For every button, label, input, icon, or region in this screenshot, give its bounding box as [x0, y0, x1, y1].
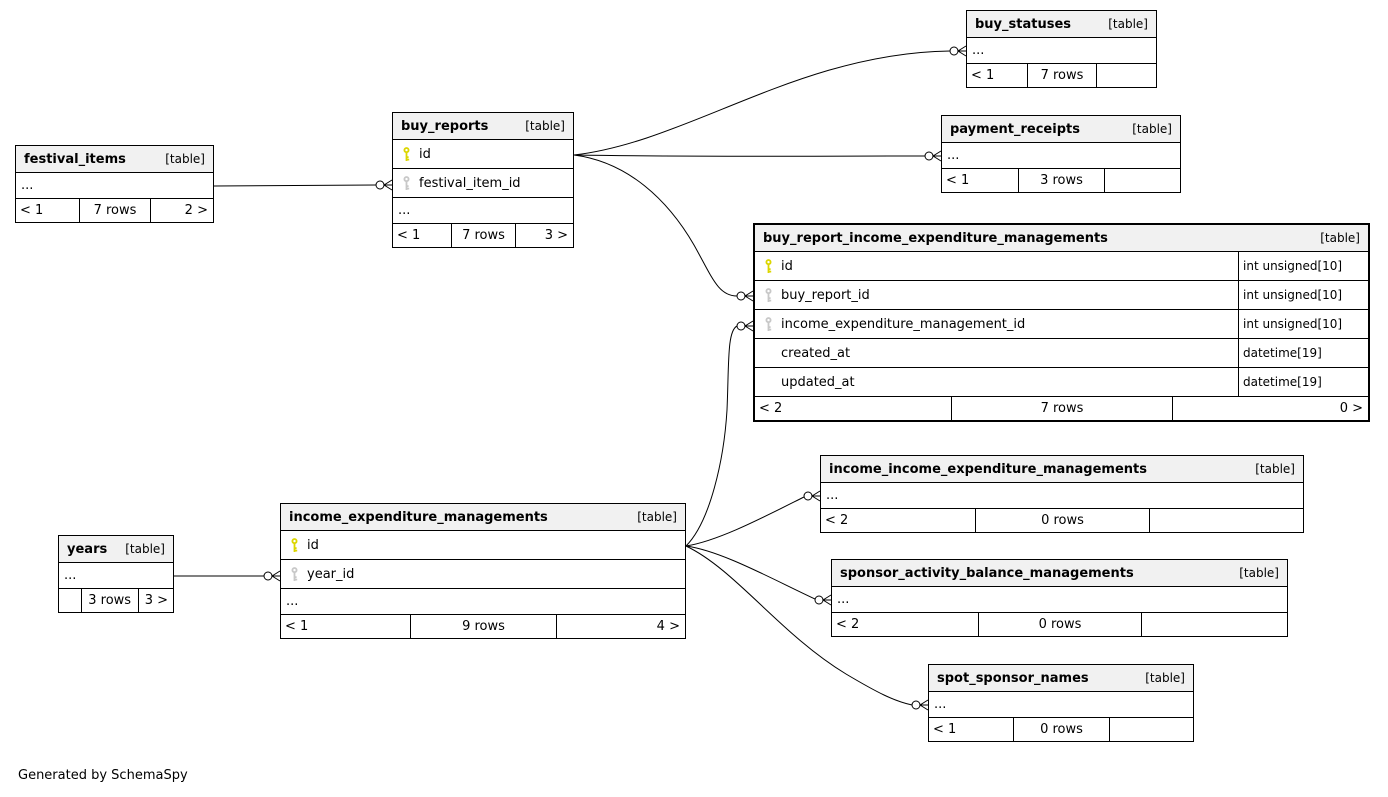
table-spot_sponsor_names: [928, 664, 1194, 742]
zero-or-many-circle: [925, 152, 933, 160]
column-row-festival_item_id: [393, 169, 573, 198]
hidden-columns-ellipsis: ...: [16, 173, 213, 199]
related-parents: < 1: [20, 203, 44, 218]
row-count: 0 rows: [1013, 718, 1108, 741]
relationship-festival_items-to-buy_reports.festival_item_id: [214, 180, 392, 190]
column-name: income_expenditure_management_id: [781, 316, 1026, 332]
related-parents: < 1: [971, 68, 995, 83]
table-buy_reports: [392, 112, 574, 248]
table-footer: [16, 199, 213, 222]
column-row-id: [755, 252, 1368, 281]
row-count: 7 rows: [79, 199, 150, 222]
crows-foot-marker: [745, 321, 753, 331]
table-type-tag: [table]: [525, 119, 565, 133]
relationship-income_expenditure_managements.id-to-buy_report_income_expenditure_managements.income_expenditure_management_id: [686, 321, 753, 546]
column-name: id: [307, 537, 319, 553]
related-children: 3 >: [138, 589, 173, 612]
zero-or-many-circle: [376, 181, 384, 189]
table-header: [832, 560, 1287, 587]
table-name[interactable]: buy_reports: [401, 118, 489, 134]
table-name[interactable]: income_expenditure_managements: [289, 509, 548, 525]
table-sponsor_activity_balance_managements: [831, 559, 1288, 637]
table-type-tag: [table]: [125, 542, 165, 556]
table-footer: [821, 509, 1303, 532]
table-name[interactable]: buy_statuses: [975, 16, 1072, 32]
table-buy_statuses: [966, 10, 1157, 88]
relationship-line: [686, 326, 737, 546]
related-children: [1109, 718, 1193, 741]
table-type-tag: [table]: [1108, 17, 1148, 31]
row-count: 0 rows: [975, 509, 1149, 532]
row-count: 7 rows: [451, 224, 516, 247]
column-row-created_at: [755, 339, 1368, 368]
related-children: 0 >: [1172, 397, 1368, 420]
table-name[interactable]: income_income_expenditure_managements: [829, 461, 1147, 477]
table-type-tag: [table]: [1132, 122, 1172, 136]
relationship-income_expenditure_managements.id-to-income_income_expenditure_managements: [686, 491, 820, 546]
column-name: buy_report_id: [781, 287, 870, 303]
hidden-columns-ellipsis: ...: [821, 483, 1303, 509]
table-name[interactable]: festival_items: [24, 151, 126, 167]
foreign-key-icon: [755, 281, 781, 309]
zero-or-many-circle: [737, 322, 745, 330]
crows-foot-marker: [384, 180, 392, 190]
related-children: 3 >: [515, 224, 573, 247]
related-children: 4 >: [556, 615, 685, 638]
table-footer: [967, 64, 1156, 87]
related-parents: < 2: [759, 401, 783, 416]
related-children: [1096, 64, 1156, 87]
crows-foot-marker: [933, 151, 941, 161]
row-count: 9 rows: [410, 615, 555, 638]
primary-key-icon: [393, 140, 419, 168]
zero-or-many-circle: [815, 596, 823, 604]
related-children: 2 >: [150, 199, 213, 222]
table-footer: [393, 224, 573, 247]
zero-or-many-circle: [950, 47, 958, 55]
table-footer: [59, 589, 173, 612]
table-header: [281, 504, 685, 531]
column-type: datetime[19]: [1238, 368, 1368, 396]
table-income_expenditure_managements: [280, 503, 686, 639]
hidden-columns-ellipsis: ...: [832, 587, 1287, 613]
related-children: [1149, 509, 1303, 532]
crows-foot-marker: [958, 46, 966, 56]
relationship-line: [574, 155, 925, 156]
table-payment_receipts: [941, 115, 1181, 193]
relationship-buy_reports.id-to-buy_report_income_expenditure_managements.buy_report_id: [574, 155, 753, 301]
column-row-income_expenditure_management_id: [755, 310, 1368, 339]
no-key-icon: [755, 339, 781, 367]
column-row-buy_report_id: [755, 281, 1368, 310]
hidden-columns-ellipsis: ...: [281, 589, 685, 615]
column-type: datetime[19]: [1238, 339, 1368, 367]
hidden-columns-ellipsis: ...: [59, 563, 173, 589]
zero-or-many-circle: [804, 492, 812, 500]
related-parents: < 1: [397, 228, 421, 243]
related-parents: < 2: [825, 513, 849, 528]
table-type-tag: [table]: [1320, 231, 1360, 245]
table-name[interactable]: spot_sponsor_names: [937, 670, 1089, 686]
table-name[interactable]: payment_receipts: [950, 121, 1080, 137]
relationship-line: [686, 497, 804, 546]
related-parents: < 2: [836, 617, 860, 632]
table-years: [58, 535, 174, 613]
column-name: created_at: [781, 345, 851, 361]
row-count: 3 rows: [1018, 169, 1104, 192]
table-header: [393, 113, 573, 140]
table-header: [942, 116, 1180, 143]
crows-foot-marker: [812, 491, 820, 501]
row-count: 7 rows: [1027, 64, 1095, 87]
column-row-id: [393, 140, 573, 169]
table-type-tag: [table]: [1239, 566, 1279, 580]
related-children: [1104, 169, 1180, 192]
column-name: id: [781, 258, 793, 274]
relationship-line: [686, 546, 815, 599]
relationship-line: [574, 155, 737, 296]
foreign-key-icon: [281, 560, 307, 588]
column-name: id: [419, 146, 431, 162]
table-type-tag: [table]: [1255, 462, 1295, 476]
table-header: [967, 11, 1156, 38]
related-children: [1141, 613, 1287, 636]
table-name[interactable]: sponsor_activity_balance_managements: [840, 565, 1134, 581]
relationship-years-to-income_expenditure_managements.year_id: [174, 571, 280, 581]
zero-or-many-circle: [264, 572, 272, 580]
column-row-updated_at: [755, 368, 1368, 397]
table-income_income_expenditure_managements: [820, 455, 1304, 533]
table-footer: [755, 397, 1368, 420]
related-parents: < 1: [946, 173, 970, 188]
table-type-tag: [table]: [637, 510, 677, 524]
column-type: int unsigned[10]: [1238, 310, 1368, 338]
hidden-columns-ellipsis: ...: [942, 143, 1180, 169]
no-key-icon: [755, 368, 781, 396]
row-count: 7 rows: [951, 397, 1172, 420]
relationship-income_expenditure_managements.id-to-sponsor_activity_balance_managements: [686, 546, 831, 605]
table-buy_report_income_expenditure_managements: [753, 223, 1370, 422]
relationship-buy_reports.id-to-buy_statuses: [574, 46, 966, 155]
primary-key-icon: [281, 531, 307, 559]
crows-foot-marker: [920, 700, 928, 710]
table-footer: [929, 718, 1193, 741]
column-name: festival_item_id: [419, 175, 521, 191]
relationship-line: [574, 51, 950, 155]
primary-key-icon: [755, 252, 781, 280]
relationship-buy_reports.id-to-payment_receipts: [574, 151, 941, 161]
hidden-columns-ellipsis: ...: [393, 198, 573, 224]
table-footer: [942, 169, 1180, 192]
crows-foot-marker: [745, 291, 753, 301]
table-type-tag: [table]: [165, 152, 205, 166]
row-count: 3 rows: [81, 589, 138, 612]
column-type: int unsigned[10]: [1238, 252, 1368, 280]
relationship-line: [214, 185, 376, 186]
column-row-id: [281, 531, 685, 560]
table-type-tag: [table]: [1145, 671, 1185, 685]
crows-foot-marker: [823, 595, 831, 605]
related-parents: [59, 589, 81, 612]
column-name: year_id: [307, 566, 355, 582]
column-type: int unsigned[10]: [1238, 281, 1368, 309]
table-header: [755, 225, 1368, 252]
foreign-key-icon: [755, 310, 781, 338]
related-parents: < 1: [285, 619, 309, 634]
table-name[interactable]: buy_report_income_expenditure_managements: [763, 230, 1108, 246]
table-header: [821, 456, 1303, 483]
column-row-year_id: [281, 560, 685, 589]
column-name: updated_at: [781, 374, 855, 390]
table-name[interactable]: years: [67, 541, 108, 557]
table-header: [16, 146, 213, 173]
related-parents: < 1: [933, 722, 957, 737]
zero-or-many-circle: [912, 701, 920, 709]
foreign-key-icon: [393, 169, 419, 197]
table-header: [929, 665, 1193, 692]
table-header: [59, 536, 173, 563]
table-footer: [832, 613, 1287, 636]
table-footer: [281, 615, 685, 638]
row-count: 0 rows: [978, 613, 1142, 636]
hidden-columns-ellipsis: ...: [967, 38, 1156, 64]
table-festival_items: [15, 145, 214, 223]
hidden-columns-ellipsis: ...: [929, 692, 1193, 718]
zero-or-many-circle: [737, 292, 745, 300]
generator-credit: Generated by SchemaSpy: [18, 768, 188, 783]
crows-foot-marker: [272, 571, 280, 581]
